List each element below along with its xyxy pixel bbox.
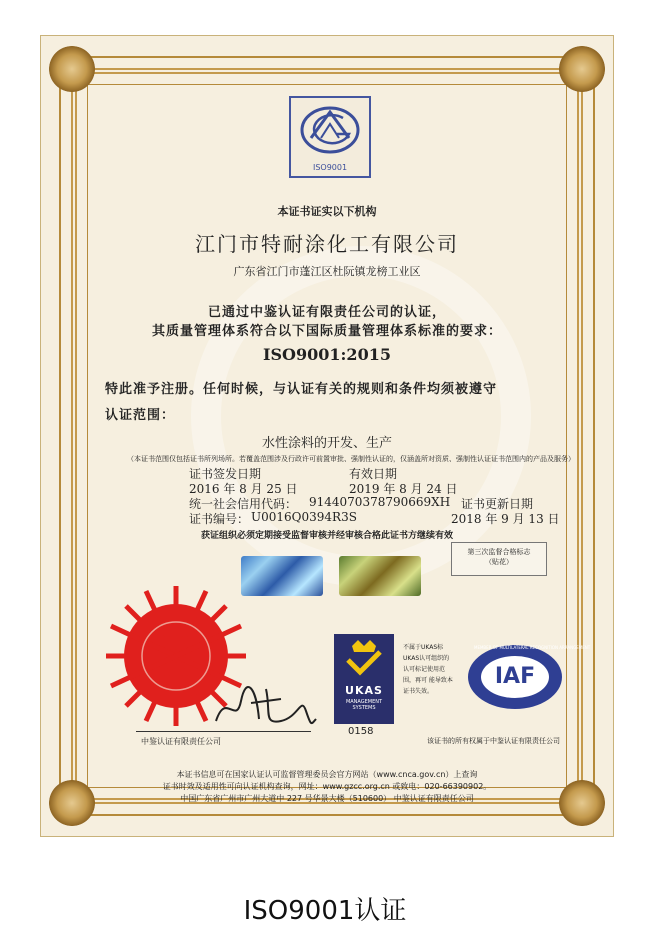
corner-ornament-icon bbox=[559, 46, 605, 92]
crown-tick-icon bbox=[334, 634, 394, 680]
issue-date: 2016 年 8 月 25 日 bbox=[189, 482, 298, 496]
standard-name: ISO9001:2015 bbox=[263, 345, 391, 364]
iaf-ring-text: MEMBER OF MULTILATERAL RECOGNITION ARRANGEMENT bbox=[474, 645, 591, 650]
validity-notice: 获证组织必须定期接受监督审核并经审核合格此证书方继续有效 bbox=[200, 531, 453, 541]
organization-name: 江门市特耐涂化工有限公司 bbox=[195, 232, 459, 256]
footer-line-1: 本证书信息可在国家认证认可监督管理委员会官方网站（www.cnca.gov.cn）上查询 bbox=[176, 770, 478, 779]
logo-label: ISO9001 bbox=[312, 163, 348, 172]
scope-label: 认证范围： bbox=[105, 408, 176, 423]
footer-line-2: 证书时效及适用性可向认证机构查询，网址：www.gzcc.org.cn 或致电：020-66390902。 bbox=[162, 782, 492, 791]
scope-note: （本证书范围仅包括证书所列场所。若覆盖范围涉及行政许可前置审批、强制性认证的，仅涵盖所对资质、强制性认证证书范围内的产品及服务） bbox=[127, 455, 575, 463]
page-caption: ISO9001认证 bbox=[243, 896, 407, 926]
organization-address: 广东省江门市蓬江区杜阮镇龙榜工业区 bbox=[233, 265, 421, 278]
cqc-logo bbox=[289, 96, 371, 178]
certificate-heading: 本证书证实以下机构 bbox=[277, 205, 377, 218]
footer-line-3: 中国广东省广州市广州大道中 227 号华景大楼（510600） 中鉴认证有限责任公司 bbox=[180, 794, 474, 803]
update-date: 2018 年 9 月 13 日 bbox=[451, 512, 560, 526]
certification-logo-icon bbox=[291, 98, 369, 160]
statement-line-2: 其质量管理体系符合以下国际质量管理体系标准的要求： bbox=[151, 324, 502, 339]
credit-code-label: 统一社会信用代码： bbox=[189, 497, 298, 511]
third-seal-sub: （贴花） bbox=[485, 558, 513, 566]
credit-code: 9144070378790669XH bbox=[309, 495, 451, 509]
grant-statement: 特此准予注册。任何时候，与认证有关的规则和条件均须被遵守 bbox=[105, 382, 498, 397]
ukas-sub-label: MANAGEMENT SYSTEMS bbox=[345, 699, 383, 711]
iaf-label: IAF bbox=[494, 664, 536, 689]
ukas-note: 不属于UKAS标 UKAS认可组织的认可标记使用范围，再可 能导致本证书失效。 bbox=[403, 644, 453, 695]
issue-date-label: 证书签发日期 bbox=[189, 467, 262, 481]
statement-line-1: 已通过中鉴认证有限责任公司的认证， bbox=[207, 305, 446, 320]
update-date-label: 证书更新日期 bbox=[461, 497, 534, 511]
cert-number: U0016Q0394R3S bbox=[251, 510, 357, 524]
third-seal-label: 第三次监督合格标志 bbox=[467, 548, 531, 556]
ukas-mark bbox=[334, 634, 394, 724]
ownership-note: 该证书的所有权属于中鉴认证有限责任公司 bbox=[427, 737, 560, 745]
signature-line bbox=[136, 731, 311, 732]
third-surveillance-seal-box bbox=[451, 542, 547, 576]
corner-ornament-icon bbox=[49, 46, 95, 92]
issuer-name: 中鉴认证有限责任公司 bbox=[141, 737, 221, 746]
valid-until-date: 2019 年 8 月 24 日 bbox=[349, 482, 458, 496]
certificate bbox=[40, 35, 614, 837]
valid-until-label: 有效日期 bbox=[349, 467, 398, 481]
scope-value: 水性涂料的开发、生产 bbox=[261, 436, 392, 451]
hologram-sticker-blue bbox=[241, 556, 323, 596]
iaf-mark bbox=[466, 643, 591, 711]
ukas-label: UKAS bbox=[345, 684, 383, 697]
cert-number-label: 证书编号： bbox=[189, 512, 250, 526]
ukas-number: 0158 bbox=[348, 726, 374, 737]
hologram-sticker-green bbox=[339, 556, 421, 596]
signature-icon bbox=[211, 681, 321, 731]
